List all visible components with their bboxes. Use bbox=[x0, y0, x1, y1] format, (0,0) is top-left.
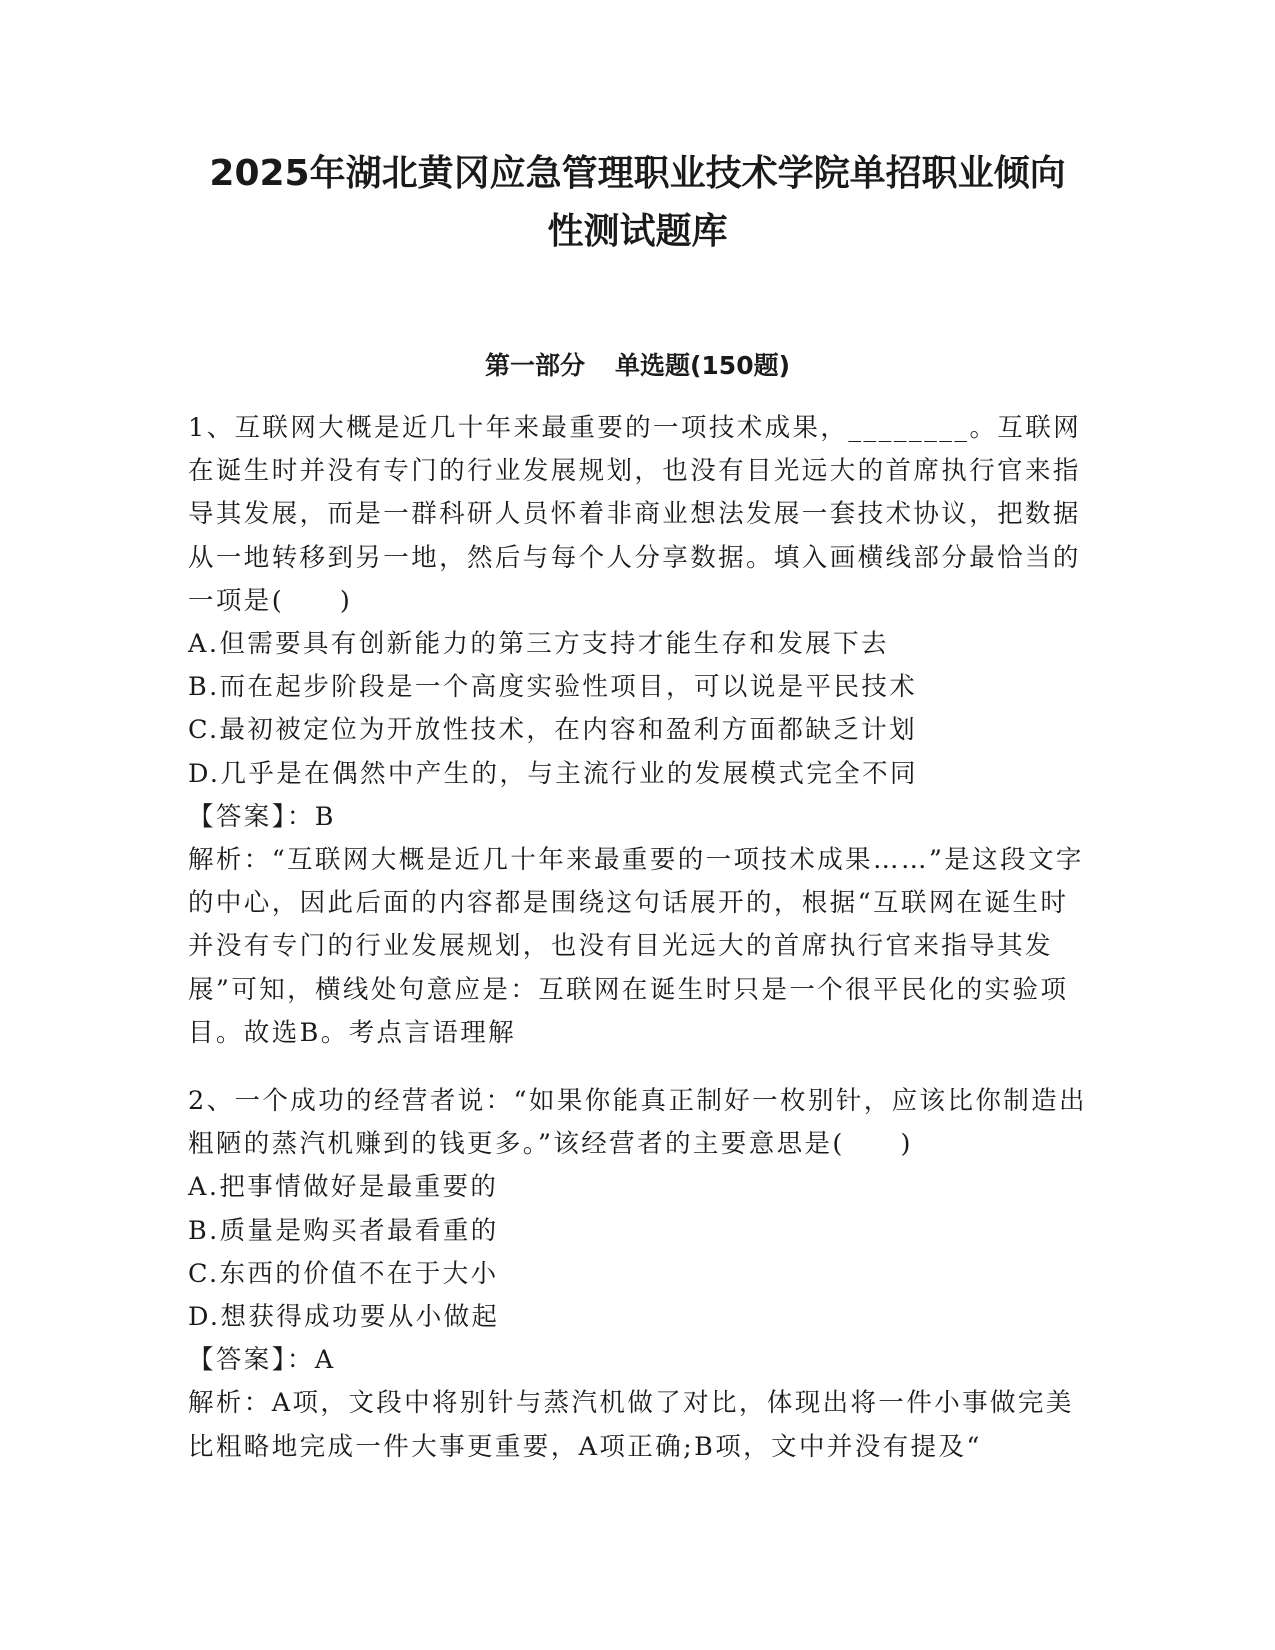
section-part-label: 第一部分 bbox=[484, 351, 585, 380]
question-block-1 bbox=[188, 407, 1088, 1055]
title-line-1: 2025年湖北黄冈应急管理职业技术学院单招职业倾向 bbox=[209, 153, 1066, 194]
option-d: D.几乎是在偶然中产生的，与主流行业的发展模式完全不同 bbox=[188, 758, 918, 789]
section-name-label: 单选题(150题) bbox=[614, 351, 791, 380]
option-a: A.但需要具有创新能力的第三方支持才能生存和发展下去 bbox=[188, 629, 889, 660]
option-c: C.东西的价值不在于大小 bbox=[188, 1258, 499, 1289]
option-b: B.而在起步阶段是一个高度实验性项目，可以说是平民技术 bbox=[188, 672, 918, 703]
question-stem: 2、一个成功的经营者说：“如果你能真正制好一枚别针，应该比你制造出粗陋的蒸汽机赚到的钱更多。”该经营者的主要意思是( ) bbox=[188, 1086, 1087, 1160]
question-stem: 1、互联网大概是近几十年来最重要的一项技术成果，________。互联网在诞生时并没有专门的行业发展规划，也没有目光远大的首席执行官来指导其发展，而是一群科研人员怀着非商业想法发展一套技术协议，把数据从一地转移到另一地，然后与每个人分享数据。填入画横线部分最恰当的一项是( ) bbox=[188, 413, 1082, 616]
answer-line: 【答案】：A bbox=[188, 1345, 336, 1376]
option-d: D.想获得成功要从小做起 bbox=[188, 1302, 500, 1333]
document-title bbox=[150, 145, 1125, 261]
section-heading bbox=[150, 348, 1125, 384]
option-a: A.把事情做好是最重要的 bbox=[188, 1172, 499, 1203]
answer-line: 【答案】：B bbox=[188, 801, 336, 832]
question-block-2 bbox=[188, 1080, 1088, 1469]
title-line-2: 性测试题库 bbox=[547, 211, 728, 252]
analysis-text: 解析：“互联网大概是近几十年来最重要的一项技术成果……”是这段文字的中心，因此后面的内容都是围绕这句话展开的，根据“互联网在诞生时并没有专门的行业发展规划，也没有目光远大的首席执行官来指导其发展”可知，横线处句意应是：互联网在诞生时只是一个很平民化的实验项目。故选B。考点言语理解 bbox=[188, 845, 1084, 1048]
option-b: B.质量是购买者最看重的 bbox=[188, 1215, 499, 1246]
option-c: C.最初被定位为开放性技术，在内容和盈利方面都缺乏计划 bbox=[188, 715, 918, 746]
analysis-text: 解析：A项，文段中将别针与蒸汽机做了对比，体现出将一件小事做完美比粗略地完成一件大事更重要，A项正确;B项，文中并没有提及“ bbox=[188, 1388, 1074, 1462]
